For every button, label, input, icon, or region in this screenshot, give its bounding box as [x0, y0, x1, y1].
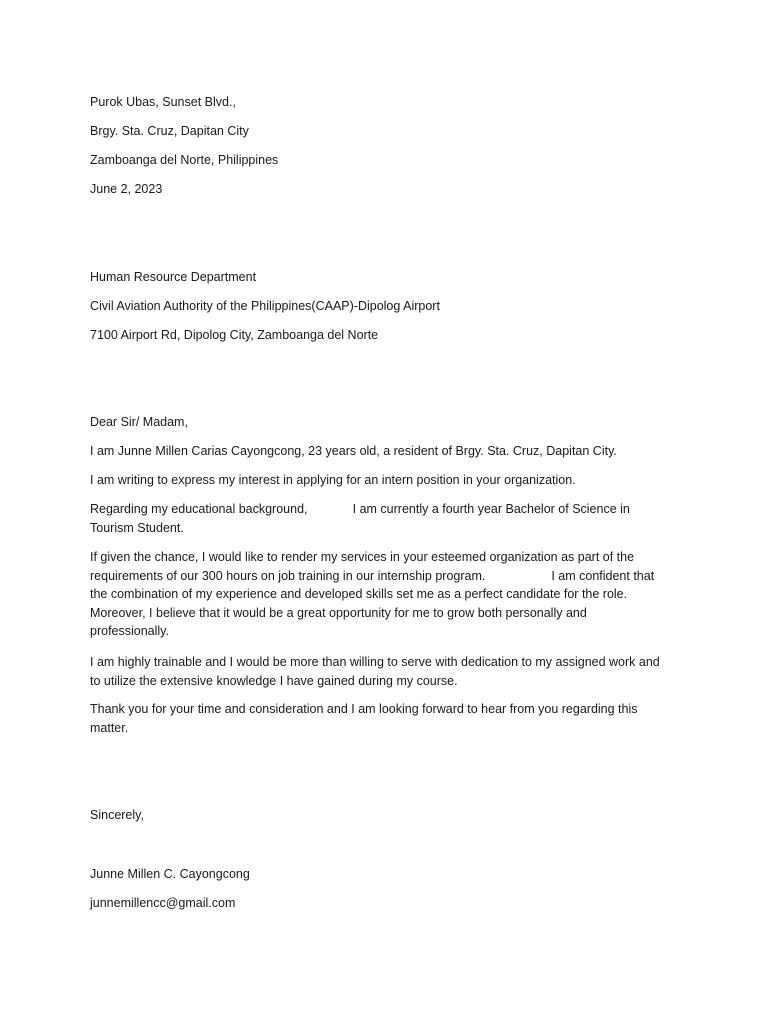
valediction: Sincerely, — [90, 808, 144, 822]
paragraph-line: Moreover, I believe that it would be a great opportunity for me to grow both personally and — [90, 605, 587, 620]
purpose-paragraph: I am writing to express my interest in applying for an intern position in your organization. — [90, 473, 576, 487]
salutation: Dear Sir/ Madam, — [90, 415, 188, 429]
letter-date: June 2, 2023 — [90, 182, 163, 196]
paragraph-line: Thank you for your time and consideration and I am looking forward to hear from you regarding this — [90, 702, 638, 716]
signer-email: junnemillencc@gmail.com — [90, 896, 236, 910]
recipient-department: Human Resource Department — [90, 270, 257, 284]
thanks-paragraph — [90, 700, 690, 737]
paragraph-line: If given the chance, I would like to render my services in your esteemed organization as part of the — [90, 550, 635, 564]
paragraph-line: I am highly trainable and I would be more than willing to serve with dedication to my assigned work and — [90, 655, 660, 669]
trainable-paragraph — [90, 653, 690, 690]
sender-address-line2: Brgy. Sta. Cruz, Dapitan City — [90, 124, 249, 138]
paragraph-line: professionally. — [90, 624, 169, 638]
sender-address-line3: Zamboanga del Norte, Philippines — [90, 153, 279, 167]
recipient-organization: Civil Aviation Authority of the Philippines(CAAP)-Dipolog Airport — [90, 299, 440, 313]
recipient-address: 7100 Airport Rd, Dipolog City, Zamboanga del Norte — [90, 328, 379, 342]
paragraph-line: the combination of my experience and developed skills set me as a perfect candidate for the role. — [90, 587, 628, 601]
paragraph-line: Tourism Student. — [90, 520, 184, 535]
intro-paragraph: I am Junne Millen Carias Cayongcong, 23 years old, a resident of Brgy. Sta. Cruz, Dapitan City. — [90, 444, 617, 458]
signer-name: Junne Millen C. Cayongcong — [90, 867, 250, 881]
paragraph-line: to utilize the extensive knowledge I have gained during my course. — [90, 673, 458, 688]
offer-paragraph — [90, 548, 690, 641]
sender-address-line1: Purok Ubas, Sunset Blvd., — [90, 95, 236, 109]
education-paragraph — [90, 500, 690, 537]
paragraph-line: Regarding my educational background, I am currently a fourth year Bachelor of Science in — [90, 502, 630, 516]
paragraph-line: requirements of our 300 hours on job training in our internship program. I am confident that — [90, 568, 655, 583]
paragraph-line: matter. — [90, 720, 129, 735]
